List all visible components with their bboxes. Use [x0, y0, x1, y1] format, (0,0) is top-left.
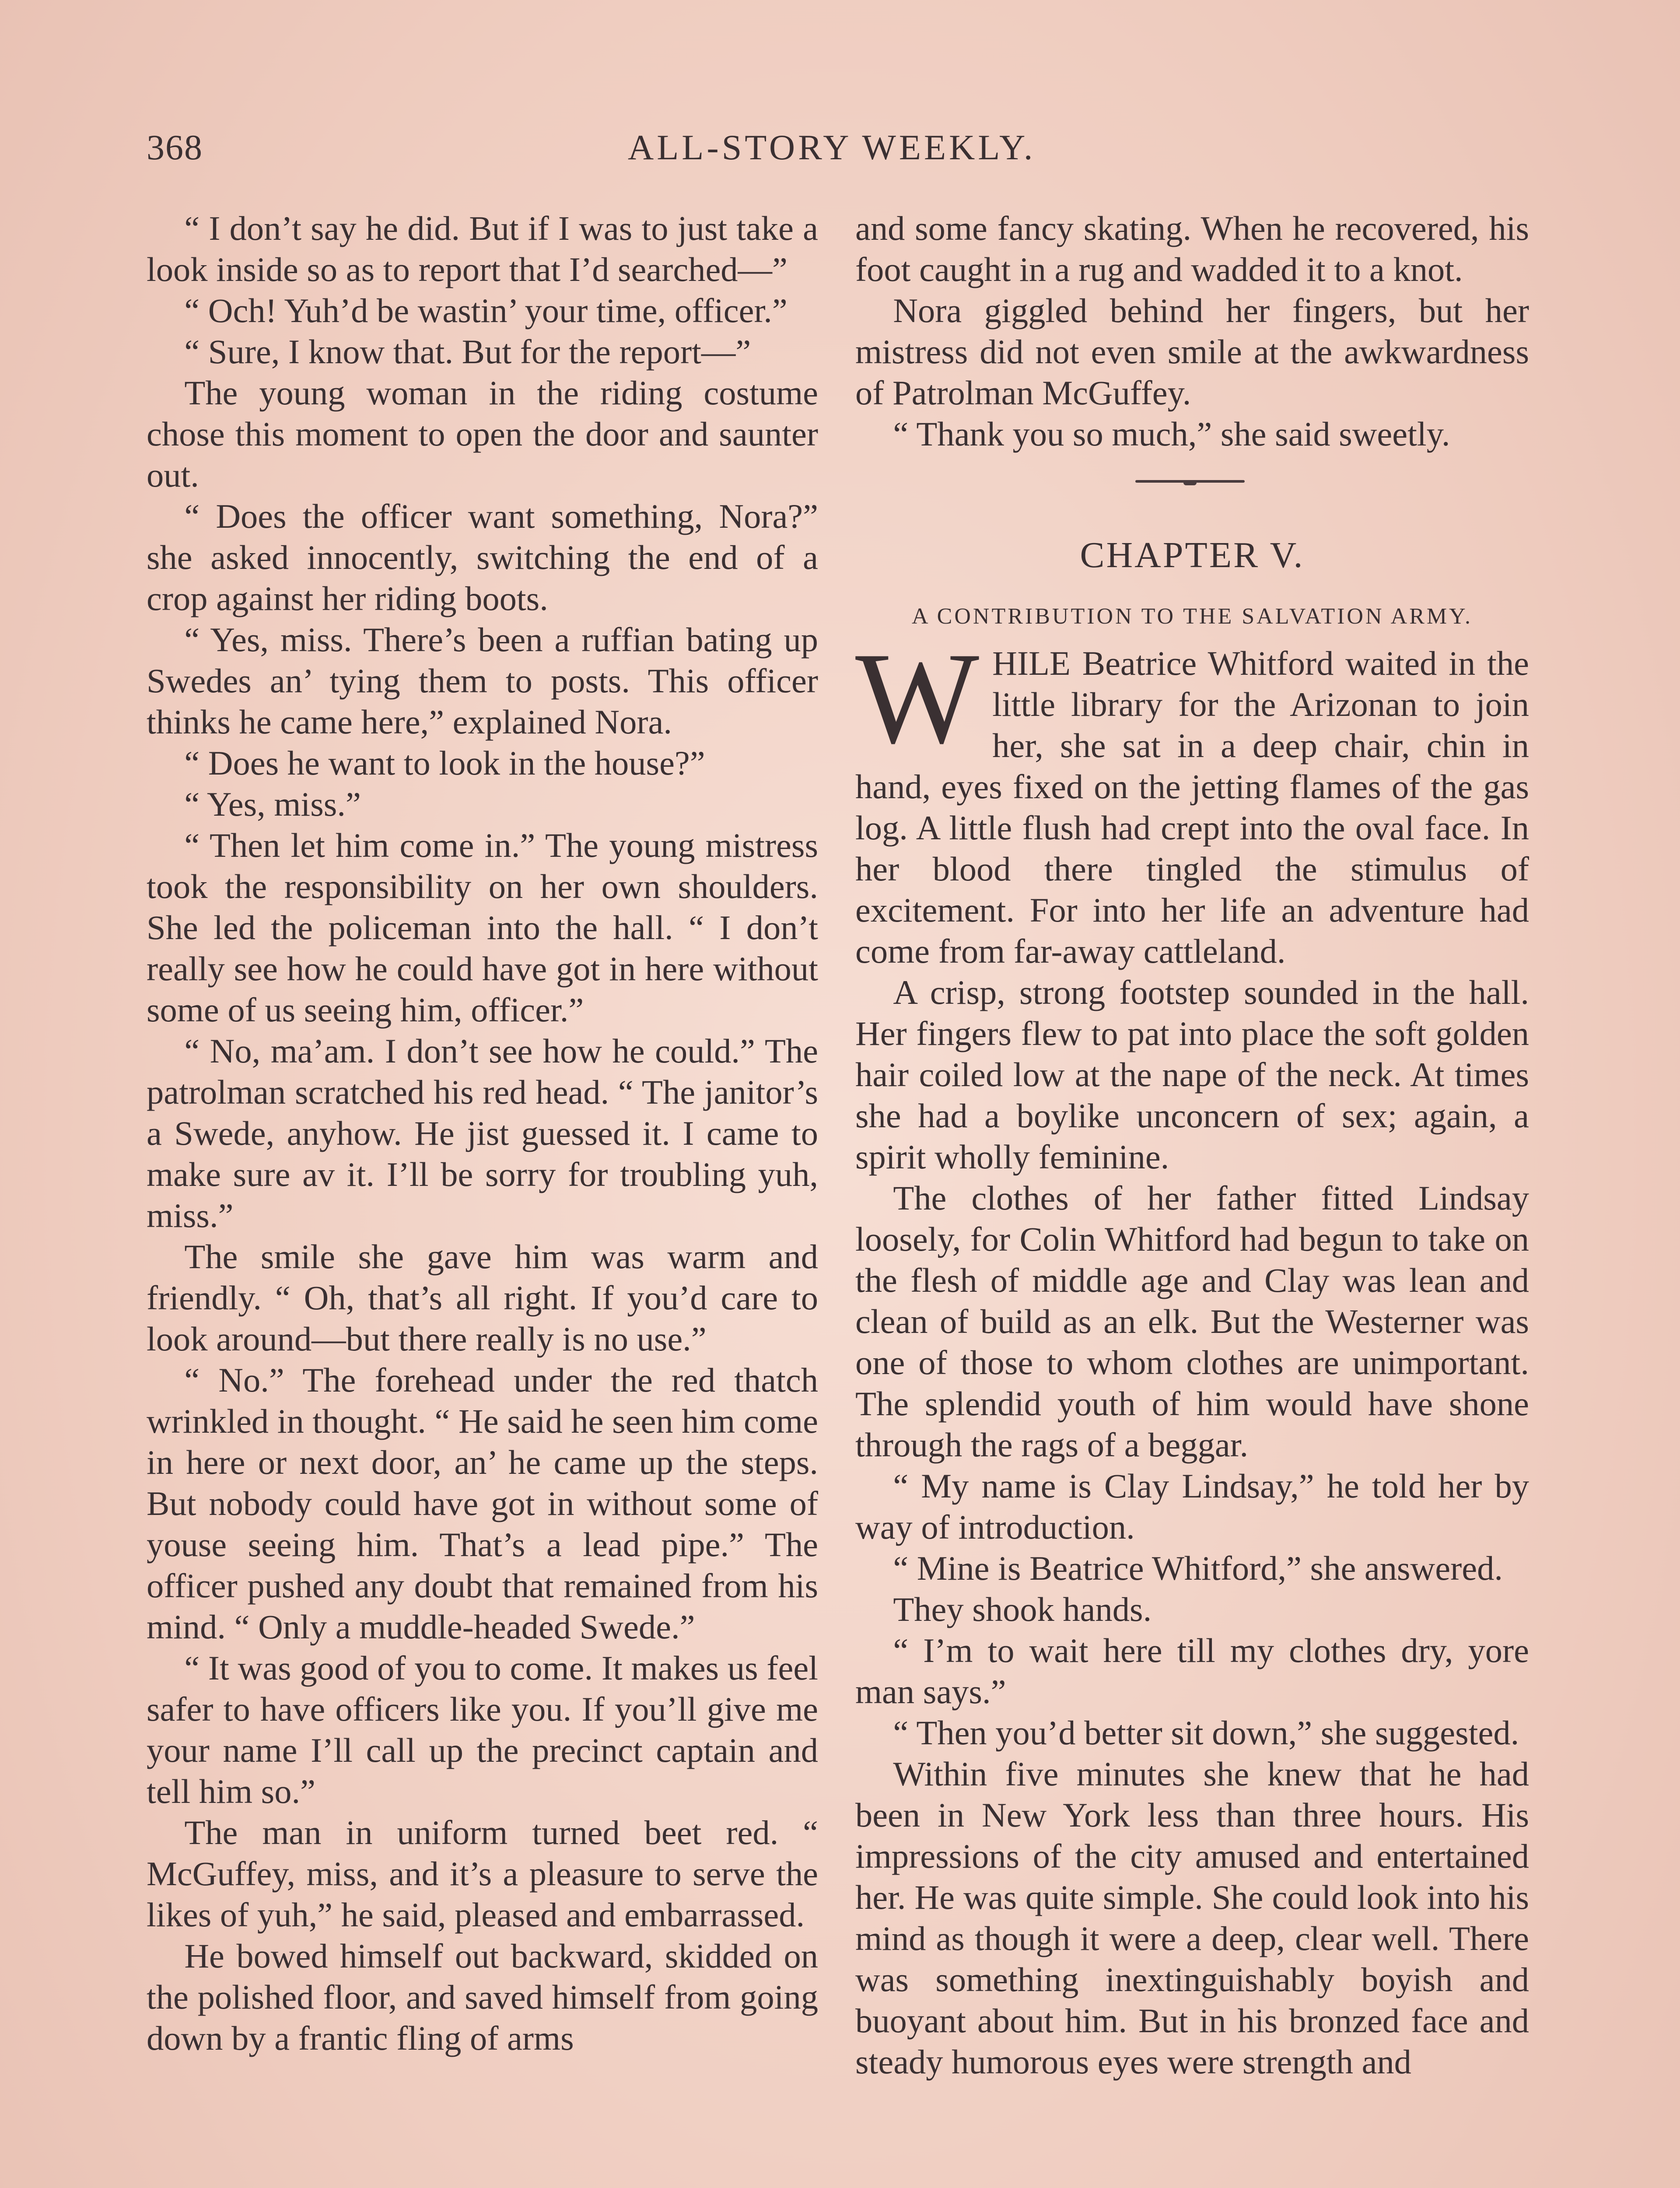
paragraph: A crisp, strong footstep sounded in the hall. Her fingers flew to pat into place the soft golden hair coiled low at the nape of the neck. At times she had a boylike unconcern of sex; again, a spirit wholly feminine.: [855, 973, 1529, 1176]
paragraph: “ Sure, I know that. But for the report—”: [184, 333, 751, 371]
page-number: 368: [147, 127, 203, 167]
paragraph: “ I’m to wait here till my clothes dry, yore man says.”: [855, 1631, 1529, 1711]
paragraph: “ Then you’d better sit down,” she suggested.: [893, 1714, 1519, 1752]
paragraph: “ Then let him come in.” The young mistress took the responsibility on her own shoulders. She led the policeman into the hall. “ I don’t really see how he could have got in here without some of us seeing him, officer.”: [147, 826, 818, 1029]
paragraph: “ It was good of you to come. It makes us feel safer to have officers like you. If you’ll give me your name I’ll call up the precinct captain and tell him so.”: [147, 1649, 818, 1810]
paragraph: The clothes of her father fitted Lindsay loosely, for Colin Whitford had begun to take on the flesh of middle age and Clay was lean and clean of build as an elk. But the Westerner was one of those to whom clothes are unimportant. The splendid youth of him would have shone through the rags of a beggar.: [855, 1179, 1529, 1464]
paragraph: He bowed himself out backward, skidded on the polished floor, and saved himself from going down by a frantic fling of arms: [147, 1937, 818, 2057]
right-column: [855, 208, 1529, 2083]
paragraph: “ No.” The forehead under the red thatch wrinkled in thought. “ He said he seen him come in here or next door, an’ he came up the steps. But nobody could have got in without some of youse seeing him. That’s a lead pipe.” The officer pushed any doubt that remained from his mind. “ Only a muddle-headed Swede.”: [147, 1361, 818, 1646]
section-divider: [855, 455, 1529, 516]
paragraph: “ Does he want to look in the house?”: [184, 744, 705, 782]
paragraph: “ Mine is Beatrice Whitford,” she answered.: [893, 1549, 1503, 1587]
chapter-subtitle: A CONTRIBUTION TO THE SALVATION ARMY.: [912, 604, 1473, 629]
paragraph: The smile she gave him was warm and friendly. “ Oh, that’s all right. If you’d care to look around—but there really is no use.”: [147, 1238, 818, 1358]
paragraph: Nora giggled behind her fingers, but her mistress did not even smile at the awkwardness of Patrolman McGuffey.: [855, 291, 1529, 412]
running-title: ALL-STORY WEEKLY.: [628, 127, 1036, 167]
paragraph: The young woman in the riding costume chose this moment to open the door and saunter out.: [147, 374, 818, 494]
paragraph: “ Yes, miss. There’s been a ruffian bating up Swedes an’ tying them to posts. This officer thinks he came here,” explained Nora.: [147, 621, 818, 741]
paragraph: Within five minutes she knew that he had been in New York less than three hours. His impressions of the city amused and entertained her. He was quite simple. She could look into his mind as though it were a deep, clear well. There was something inextinguishably boyish and buoyant about him. But in his bronzed face and steady humorous eyes were strength and: [855, 1755, 1529, 2081]
opening-paragraph: [855, 625, 1529, 972]
paragraph: “ Thank you so much,” she said sweetly.: [893, 415, 1450, 453]
paragraph: “ I don’t say he did. But if I was to just take a look inside so as to report that I’d searched—”: [147, 209, 818, 288]
paragraph: “ Yes, miss.”: [184, 785, 361, 823]
chapter-title: CHAPTER V.: [1080, 535, 1305, 575]
paragraph: and some fancy skating. When he recovered, his foot caught in a rug and wadded it to a knot.: [855, 209, 1529, 288]
paragraph: The man in uniform turned beet red. “ McGuffey, miss, and it’s a pleasure to serve the likes of yuh,” he said, pleased and embarrassed.: [147, 1813, 818, 1934]
paragraph: “ Does the officer want something, Nora?” she asked innocently, switching the end of a crop against her riding boots.: [147, 497, 818, 617]
paragraph: “ Och! Yuh’d be wastin’ your time, officer.”: [184, 291, 788, 330]
paragraph: “ No, ma’am. I don’t see how he could.” The patrolman scratched his red head. “ The janitor’s a Swede, anyhow. He jist guessed it. I came to make sure av it. I’ll be sorry for troubling yuh, miss.”: [147, 1032, 818, 1234]
drop-cap: W: [855, 625, 980, 771]
running-head: [147, 127, 1533, 175]
paragraph: “ My name is Clay Lindsay,” he told her by way of introduction.: [855, 1467, 1529, 1546]
ornament-rule: [1135, 480, 1245, 483]
opening-text: HILE Beatrice Whitford waited in the little library for the Arizonan to join her, she sat in a deep chair, chin in hand, eyes fixed on the jetting flames of the gas log. A little flush had crept into the oval face. In her blood there tingled the stimulus of excitement. For into her life an adventure had come from far-away cattleland.: [855, 644, 1529, 970]
paragraph: They shook hands.: [893, 1590, 1152, 1628]
left-column: [147, 208, 818, 2059]
